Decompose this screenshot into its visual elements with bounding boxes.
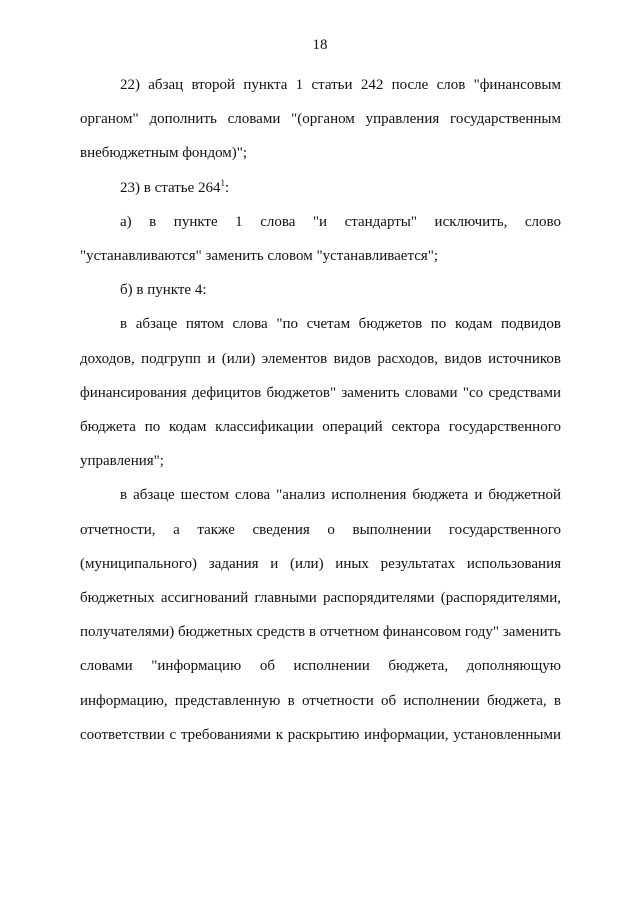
text-line: в абзаце пятом слова "по счетам бюджетов по кодам подвидов	[120, 316, 561, 333]
item-23-suffix: :	[225, 179, 230, 196]
page-number: 18	[312, 37, 328, 53]
text-line: бюджетных ассигнований главными распорядителями (распорядителями,	[80, 590, 561, 607]
text-line: словами "информацию об исполнении бюджета, дополняющую	[80, 658, 561, 675]
text-line: доходов, подгрупп и (или) элементов видов расходов, видов источников	[80, 350, 561, 367]
superscript-number: 1	[220, 177, 226, 188]
text-line: информацию, представленную в отчетности об исполнении бюджета, в	[80, 692, 561, 709]
paragraph-item-22	[80, 68, 561, 171]
paragraph-paragraph-5	[80, 307, 561, 478]
text-line: отчетности, а также сведения о выполнении государственного	[80, 521, 561, 538]
text-line: б) в пункте 4:	[120, 282, 207, 299]
text-line: (муниципального) задания и (или) иных результатах использования	[80, 555, 561, 572]
text-line: управления";	[80, 453, 164, 470]
text-line: бюджета по кодам классификации операций сектора государственного	[80, 419, 561, 436]
text-line	[80, 171, 561, 205]
text-line: финансирования дефицитов бюджетов" заменить словами "со средствами	[80, 384, 561, 401]
text-line: органом" дополнить словами "(органом управления государственным	[80, 111, 561, 128]
paragraph-subitem-b	[80, 273, 561, 307]
paragraph-item-23	[80, 171, 561, 205]
text-line: в абзаце шестом слова "анализ исполнения бюджета и бюджетной	[120, 487, 561, 504]
text-line: внебюджетным фондом)";	[80, 145, 248, 162]
paragraph-paragraph-6	[80, 478, 561, 752]
text-line: "устанавливаются" заменить словом "устанавливается";	[80, 248, 439, 265]
text-line: 22) абзац второй пункта 1 статьи 242 после слов "финансовым	[120, 77, 561, 93]
text-line: а) в пункте 1 слова "и стандарты" исключить, слово	[120, 213, 561, 230]
text-line: соответствии с требованиями к раскрытию информации, установленными	[80, 726, 561, 743]
item-23-text: 23) в статье 264	[120, 179, 221, 196]
paragraph-subitem-a	[80, 205, 561, 273]
text-line: получателями) бюджетных средств в отчетном финансовом году" заменить	[80, 624, 561, 641]
document-body	[80, 68, 561, 752]
